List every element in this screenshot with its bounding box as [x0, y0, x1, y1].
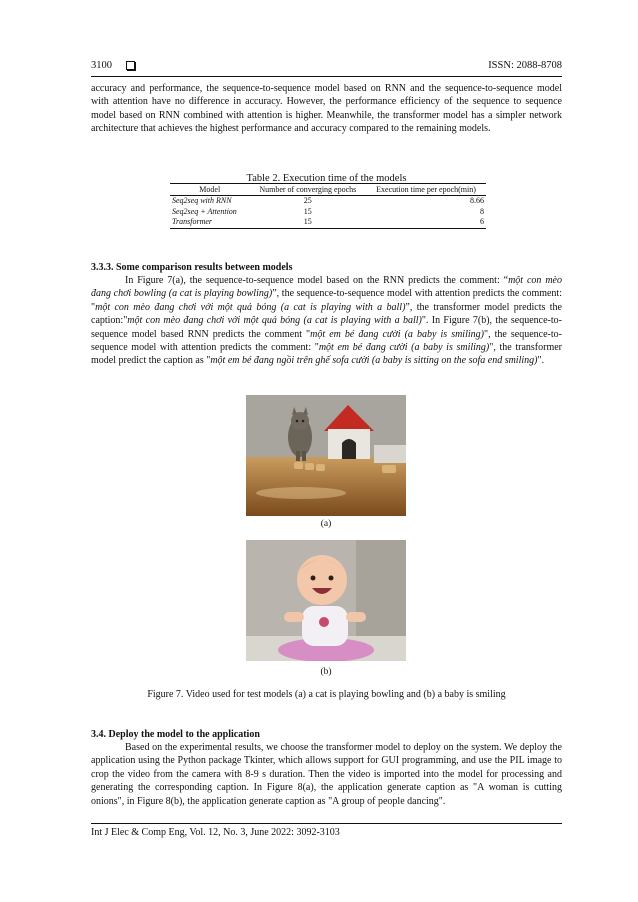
page-number: 3100	[91, 60, 112, 71]
header-rule	[91, 76, 562, 77]
vietnamese-caption: một con mèo đang chơi với một quả bóng (a cat is playing with a ball)	[127, 315, 422, 327]
text-run: In Figure 7(a), the sequence-to-sequence model based on the RNN predicts the comment: “	[125, 275, 509, 286]
column-header: Number of converging epochs	[249, 184, 366, 196]
vietnamese-caption: một em bé đang cười (a baby is smiling)	[318, 342, 490, 354]
page-header	[91, 60, 562, 74]
epochs-cell: 15	[249, 217, 366, 228]
cat-bowling-photo	[246, 395, 406, 516]
checkbox-icon	[126, 61, 135, 70]
text-run: ”, the transformer model predicts the caption:"	[91, 301, 563, 327]
table-row	[170, 196, 486, 207]
epochs-cell: 15	[303, 206, 312, 216]
vietnamese-caption: một con mèo đang chơi với một quả bóng (a cat is playing with a ball)	[95, 301, 406, 313]
table-row	[170, 207, 486, 218]
section-heading-3-3-3: 3.3.3. Some comparison results between models	[91, 262, 293, 273]
time-cell: 6	[366, 217, 486, 228]
footer-rule	[91, 823, 562, 824]
text-run: ", the transformer model predict the caption as "	[91, 342, 562, 367]
model-cell: Seq2seq with RNN	[172, 196, 232, 205]
table-row	[170, 217, 486, 228]
table-title: Table 2. Execution time of the models	[246, 173, 407, 184]
time-cell: 8	[480, 206, 484, 216]
baby-smiling-photo	[246, 540, 406, 661]
figure-7a-cat-image	[246, 395, 406, 516]
figure-label-b: (b)	[320, 667, 332, 677]
footer-journal: Int J Elec & Comp Eng, Vol. 12, No. 3, June 2022: 3092-3103	[91, 827, 340, 838]
paragraph-comparison	[91, 274, 562, 368]
figure-7b-baby-image	[246, 540, 406, 661]
column-header: Execution time per epoch(min)	[366, 184, 486, 196]
section-heading-3-4: 3.4. Deploy the model to the application	[91, 729, 260, 740]
vietnamese-caption: một em bé đang cười (a baby is smiling)	[310, 328, 484, 340]
figure-label-a: (a)	[320, 519, 332, 529]
figure-caption: Figure 7. Video used for test models (a) a cat is playing bowling and (b) a baby is smiling	[147, 689, 506, 700]
column-header: Model	[170, 184, 249, 196]
model-cell: Seq2seq + Attention	[172, 206, 237, 216]
text-run: ". In Figure 7(b), the sequence-to-sequence model based RNN predicts the comment "	[91, 315, 562, 340]
vietnamese-caption: một con mèo đang chơi bowling (a cat is playing bowling)	[91, 275, 562, 300]
issn: ISSN: 2088-8708	[488, 60, 562, 71]
time-cell: 8.66	[470, 196, 484, 205]
paragraph-deploy: Based on the experimental results, we choose the transformer model to deploy on the system. We deploy the application using the Python package Tkinter, which allows support for GUI programming, and use the PIL image to crop the video from the camera with 8-9 s duration. Then the video is imported into the model for processing and generating the corresponding caption. In Figure 8(a), the application generate caption as "A woman is cutting onions", in Figure 8(b), the application generate caption as "A group of people dancing".	[91, 742, 562, 807]
text-run: ”, the sequence-to-sequence model with attention predicts the comment: "	[91, 288, 562, 313]
text-run: ".	[537, 355, 545, 367]
header-left	[91, 60, 135, 71]
vietnamese-caption: một em bé đang ngồi trên ghế sofa cười (a baby is sitting on the sofa end smiling)	[210, 355, 538, 367]
table-header-row	[170, 184, 486, 196]
execution-time-table	[170, 183, 486, 229]
model-cell: Transformer	[170, 217, 249, 228]
text-run: ", the sequence-to-sequence model with attention predicts the comment: "	[91, 328, 562, 354]
paragraph-intro: accuracy and performance, the sequence-to-sequence model based on RNN and the sequence-to-sequence model with attention have no difference in accuracy. However, the performance efficiency of the sequence to sequence model based on RNN combined with attention is higher. Meanwhile, the transformer model has a simpler network architecture that achieves the highest performance and accuracy compared to the remaining models.	[91, 83, 562, 135]
epochs-cell: 25	[303, 196, 312, 205]
